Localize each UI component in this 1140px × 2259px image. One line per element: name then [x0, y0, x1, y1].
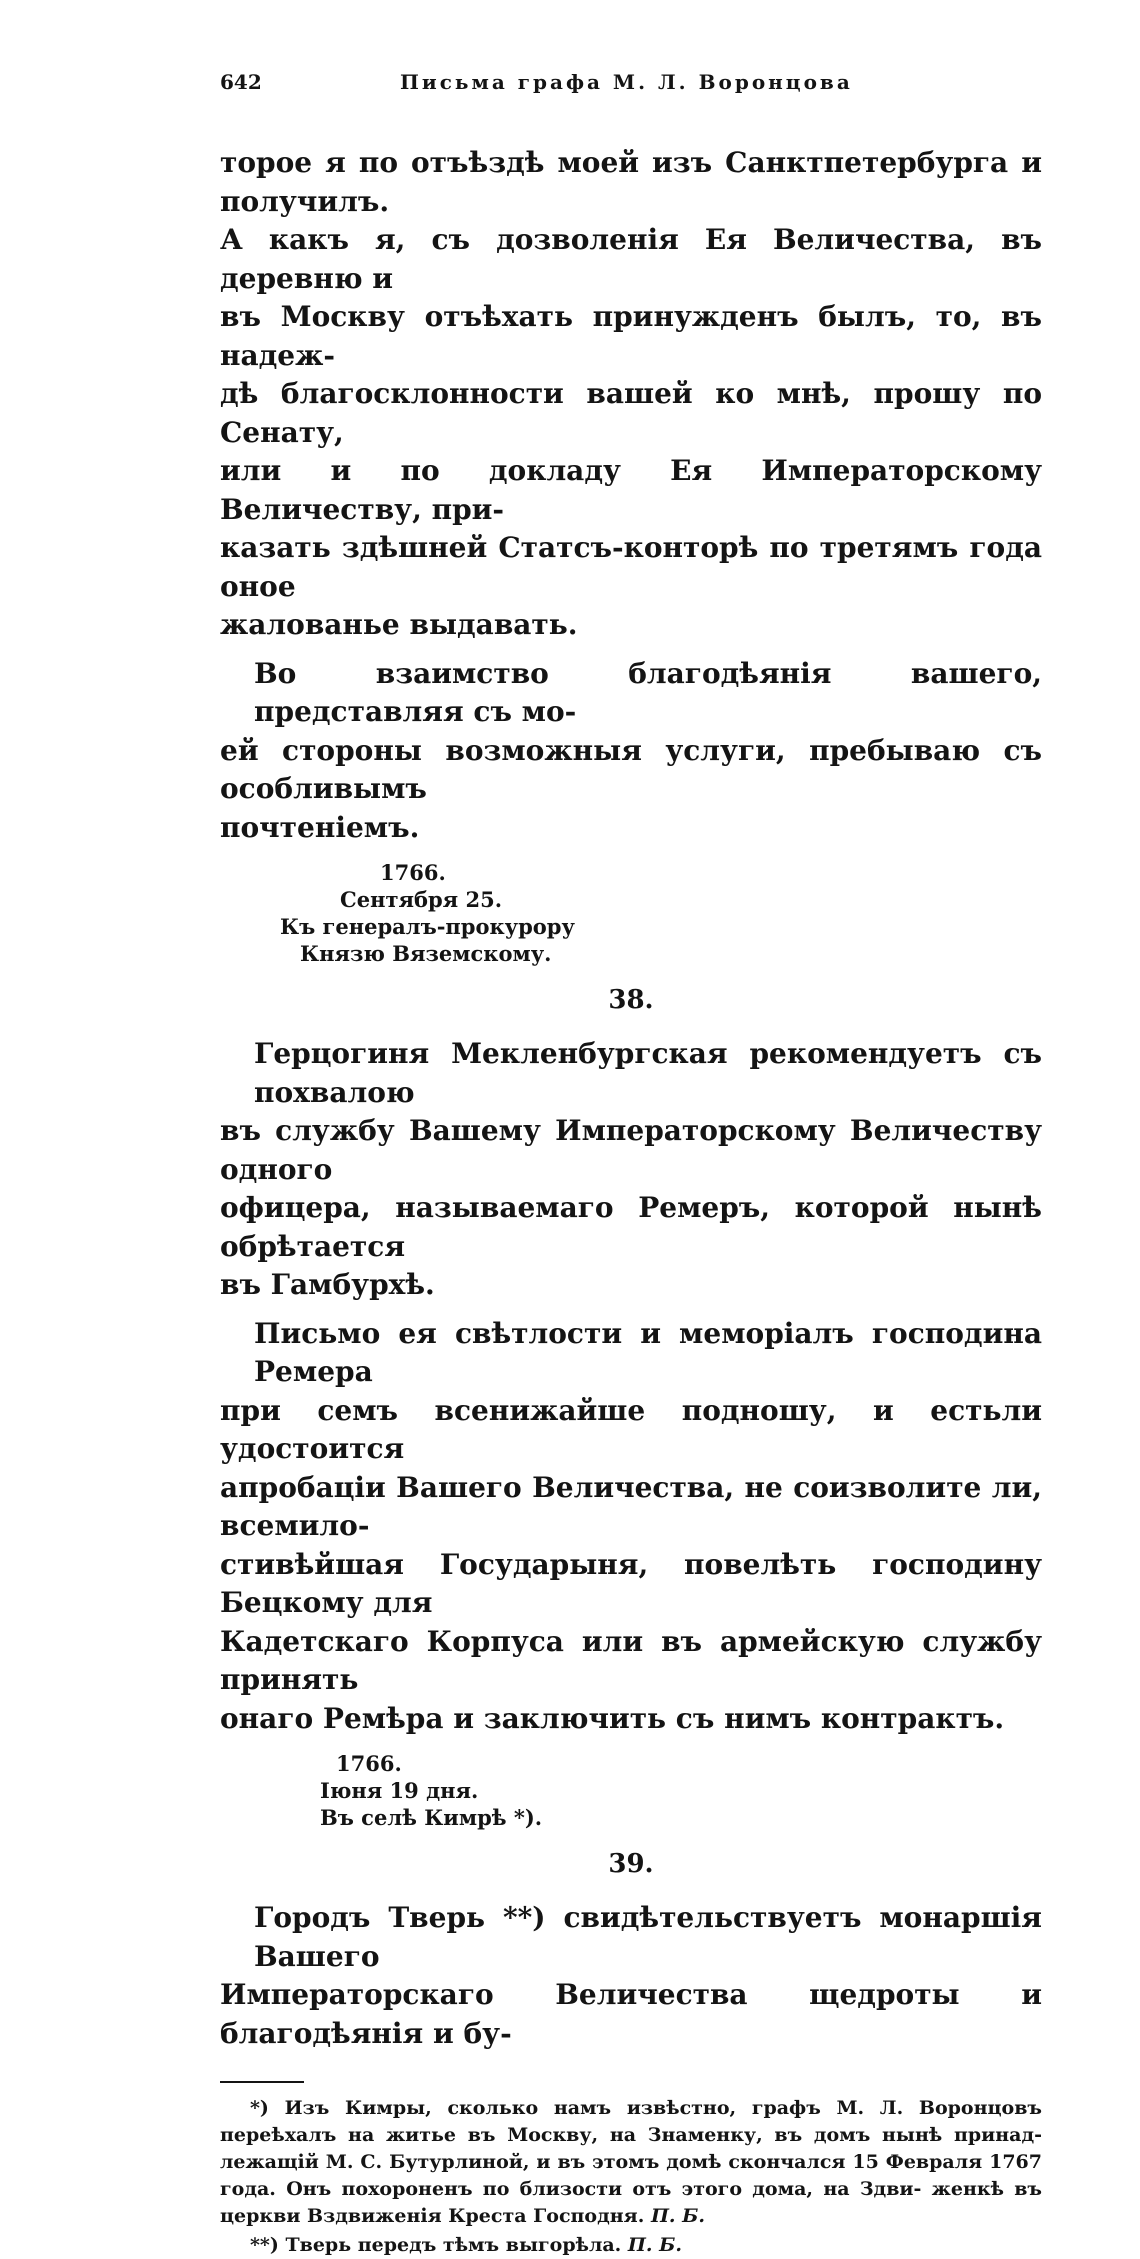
- letter-number: 39.: [608, 1849, 654, 1879]
- text-line: Письмо ея свѣтлости и меморіалъ господина Ремера: [254, 1316, 1042, 1388]
- text-line: торое я по отъѣздѣ моей изъ Санктпетербурга и получилъ.: [220, 146, 1042, 218]
- paragraph-continued: [220, 144, 1042, 645]
- footnote-line: *) Изъ Кимры, сколько намъ извѣстно, графъ М. Л. Воронцовъ: [250, 2097, 1042, 2119]
- footnote-2: [220, 2232, 1042, 2259]
- text-line: дѣ благосклонности вашей ко мнѣ, прошу по Сенату,: [220, 377, 1042, 449]
- dateline-place: Въ селѣ Кимрѣ *).: [320, 1805, 543, 1830]
- text-line: Герцогиня Мекленбургская рекомендуетъ съ похвалою: [254, 1037, 1042, 1109]
- text-line: А какъ я, съ дозволенія Ея Величества, въ деревню и: [220, 223, 1042, 295]
- text-line: Городъ Тверь **) свидѣтельствуетъ монаршія Вашего: [254, 1901, 1042, 1973]
- footnote-signature: П. Б.: [627, 2234, 682, 2256]
- footnote-signature: П. Б.: [650, 2205, 705, 2227]
- text-line: или и по докладу Ея Императорскому Величеству, при-: [220, 454, 1042, 526]
- text-line: ей стороны возможныя услуги, пребываю съ особливымъ: [220, 733, 1042, 805]
- dateline-year: 1766.: [380, 860, 446, 885]
- footnote-line: лежащій М. С. Бутурлиной, и въ этомъ домѣ скончался 15 Февраля: [220, 2151, 983, 2173]
- text-line: въ Гамбурхѣ.: [220, 1268, 435, 1301]
- text-line: при семъ всенижайше подношу, и естьли удостоится: [220, 1393, 1042, 1465]
- footnote-1: [220, 2095, 1042, 2230]
- letter-39-paragraph-1: [220, 1899, 1042, 2053]
- running-title: Письма графа М. Л. Воронцова: [400, 70, 853, 94]
- text-line: Кадетскаго Корпуса или въ армейскую службу принять: [220, 1624, 1042, 1696]
- text-line: апробаціи Вашего Величества, не соизволите ли, всемило-: [220, 1470, 1042, 1542]
- letter-38-paragraph-1: [220, 1035, 1042, 1305]
- running-head: [220, 70, 1042, 110]
- text-line: въ Москву отъѣхать принужденъ былъ, то, въ надеж-: [220, 300, 1042, 372]
- book-page: [220, 70, 1042, 2259]
- text-line: казать здѣшней Статсъ-конторѣ по третямъ года оное: [220, 531, 1042, 603]
- text-line: онаго Ремѣра и заключить съ нимъ контрактъ.: [220, 1701, 1005, 1735]
- footnote-line: переѣхалъ на житье въ Москву, на Знаменку, въ домъ нынѣ принад-: [220, 2124, 1042, 2146]
- letter-38-paragraph-2: [220, 1315, 1042, 1739]
- text-line: въ службу Вашему Императорскому Величеству одного: [220, 1114, 1042, 1186]
- text-line: жалованье выдавать.: [220, 608, 578, 641]
- paragraph-closing: [220, 655, 1042, 848]
- text-line: почтеніемъ.: [220, 810, 420, 844]
- dateline: [220, 1750, 1042, 1831]
- text-line: офицера, называемаго Ремеръ, которой нынѣ обрѣтается: [220, 1191, 1042, 1263]
- dateline-date: Сентября 25.: [340, 887, 503, 912]
- dateline: [220, 859, 1042, 967]
- dateline-addressee: Къ генералъ-прокурору: [280, 914, 575, 939]
- dateline-addressee: Князю Вяземскому.: [300, 941, 552, 966]
- text-line: Императорскаго Величества щедроты и благодѣянія и бу-: [220, 1978, 1042, 2050]
- letter-number: 38.: [608, 985, 654, 1015]
- page-number: 642: [220, 70, 262, 94]
- footnote-line: женкѣ въ церкви Вздвиженія Креста Господня.: [220, 2178, 1042, 2227]
- text-line: стивѣйшая Государыня, повелѣть господину Бецкому для: [220, 1547, 1042, 1619]
- dateline-date: Іюня 19 дня.: [320, 1778, 479, 1803]
- footnote-line: 1767 года. Онъ похороненъ по близости отъ этого дома, на Здви-: [220, 2151, 1042, 2200]
- footnote-line: **) Тверь передъ тѣмъ выгорѣла.: [250, 2234, 622, 2256]
- text-line: Во взаимство благодѣянія вашего, представляя съ мо-: [254, 656, 1042, 728]
- footnote-rule: [220, 2081, 304, 2083]
- dateline-year: 1766.: [336, 1751, 402, 1776]
